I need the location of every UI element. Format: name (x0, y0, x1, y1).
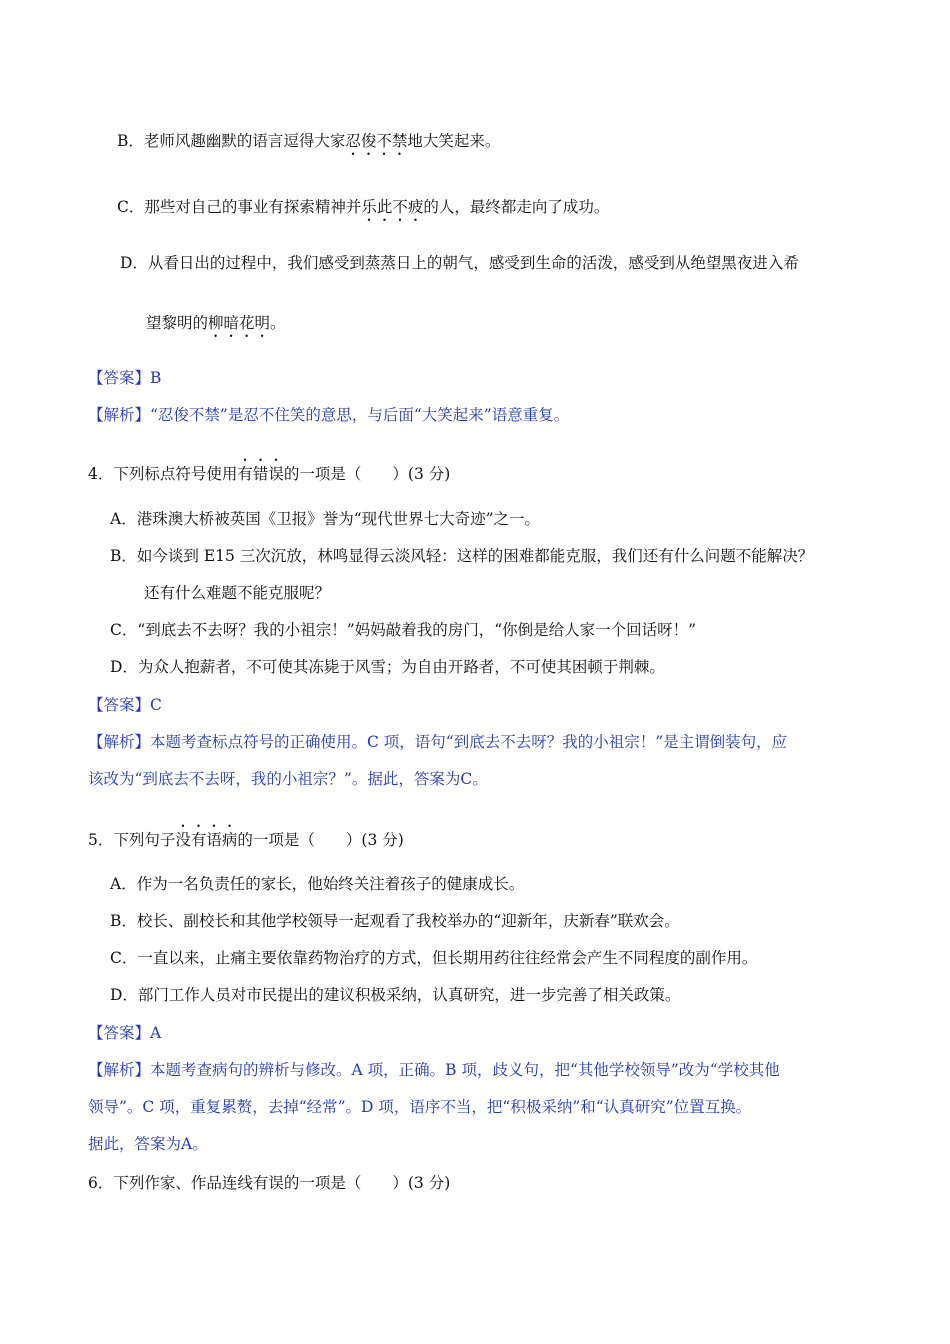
q4-option-b: B．如今谈到 E15 三次沉放，林鸣显得云淡风轻：这样的困难都能克服，我们还有什么问题不能解决？ (110, 547, 814, 565)
q3-option-d-line1: D．从看日出的过程中，我们感受到蒸蒸日上的朝气，感受到生命的活泼，感受到从绝望黑夜进入希 (120, 254, 799, 272)
q4-option-d: D．为众人抱薪者，不可使其冻毙于风雪；为自由开路者，不可使其困顿于荆棘。 (110, 658, 665, 676)
q4-option-b-cont: 还有什么难题不能克服呢？ (144, 584, 331, 602)
q5-option-d: D．部门工作人员对市民提出的建议积极采纳，认真研究，进一步完善了相关政策。 (110, 986, 681, 1004)
emphasis-idiom: 柳暗花明 (208, 314, 271, 332)
q5-analysis-line3: 据此，答案为A。 (88, 1135, 208, 1153)
q5-option-a: A．作为一名负责任的家长，他始终关注着孩子的健康成长。 (110, 875, 525, 893)
q3-option-d-line2: 望黎明的柳暗花明。 (146, 314, 286, 332)
emphasis-idiom: 乐此不疲 (361, 198, 424, 216)
q5-option-c: C．一直以来，止痛主要依靠药物治疗的方式，但长期用药往往经常会产生不同程度的副作用。 (110, 949, 758, 967)
q4-analysis-line1: 【解析】本题考查标点符号的正确使用。C 项，语句“到底去不去呀？我的小祖宗！”是主谓倒装句，应 (88, 733, 788, 751)
q5-option-b: B．校长、副校长和其他学校领导一起观看了我校举办的“迎新年，庆新春”联欢会。 (110, 912, 680, 930)
q6-stem: 6．下列作家、作品连线有误的一项是（ ）(3 分) (88, 1174, 451, 1192)
q5-answer: 【答案】A (88, 1024, 162, 1042)
q4-option-a: A．港珠澳大桥被英国《卫报》誉为“现代世界七大奇迹”之一。 (110, 510, 541, 528)
emphasis-keyword: 没有语病 (175, 831, 238, 849)
q3-option-c: C．那些对自己的事业有探索精神并乐此不疲的人，最终都走向了成功。 (117, 198, 610, 216)
q5-analysis-line2: 领导”。C 项，重复累赘，去掉“经常”。D 项，语序不当，把“积极采纳”和“认真研究”位置互换。 (88, 1098, 752, 1116)
q3-answer: 【答案】B (88, 369, 162, 387)
q4-analysis-line2: 该改为“到底去不去呀，我的小祖宗？”。据此，答案为C。 (88, 770, 488, 788)
emphasis-keyword: 有错误 (237, 465, 284, 483)
q3-option-b: B．老师风趣幽默的语言逗得大家忍俊不禁地大笑起来。 (117, 132, 501, 150)
q3-analysis: 【解析】“忍俊不禁”是忍不住笑的意思，与后面“大笑起来”语意重复。 (88, 406, 570, 424)
q4-option-c: C．“到底去不去呀？我的小祖宗！”妈妈敲着我的房门，“你倒是给人家一个回话呀！” (110, 621, 697, 639)
q5-analysis-line1: 【解析】本题考查病句的辨析与修改。A 项，正确。B 项，歧义句，把“其他学校领导”改为“学校其他 (88, 1061, 780, 1079)
q4-answer: 【答案】C (88, 696, 162, 714)
q4-stem: 4．下列标点符号使用有错误的一项是（ ）(3 分) (88, 465, 451, 483)
q5-stem: 5．下列句子没有语病的一项是（ ）(3 分) (88, 831, 404, 849)
emphasis-idiom: 忍俊不禁 (345, 132, 408, 150)
